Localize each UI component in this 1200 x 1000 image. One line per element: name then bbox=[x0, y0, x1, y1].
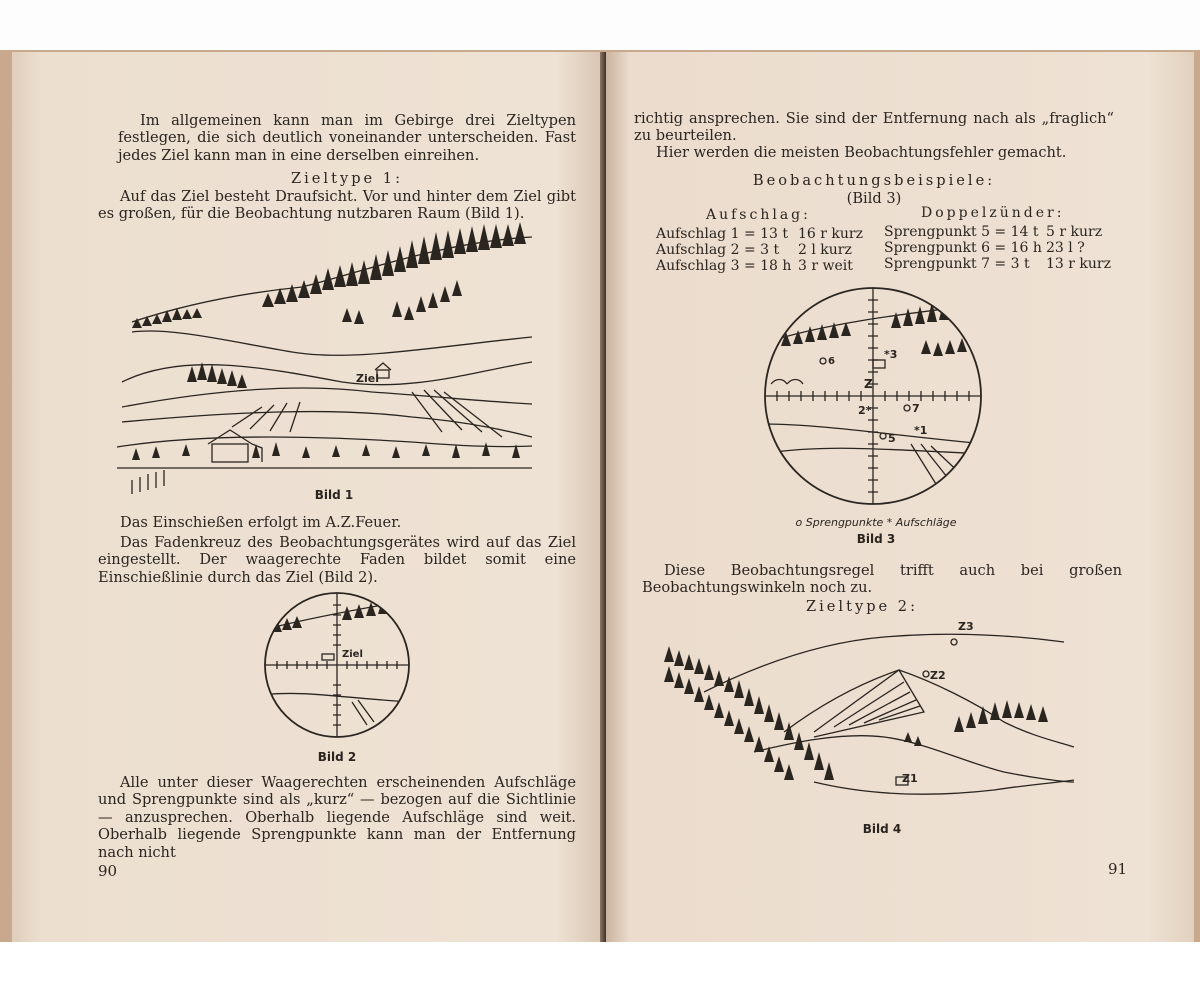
left-page-number: 90 bbox=[98, 862, 118, 880]
figure-4-label-z3: Z3 bbox=[958, 620, 974, 633]
figure-3-mark-5: 5 bbox=[888, 432, 896, 445]
right-page bbox=[606, 52, 1194, 942]
sprengpunkt-row-label: Sprengpunkt 5 = 14 t bbox=[884, 224, 1039, 240]
figure-3-mark-1: *1 bbox=[914, 424, 928, 437]
fehler-text: Hier werden die meisten Beobachtungsfehler gemacht. bbox=[656, 144, 1067, 161]
zieltype-1-paragraph bbox=[98, 188, 576, 223]
figure-2-reticle-drawing bbox=[262, 590, 412, 740]
einschiessen-paragraph bbox=[98, 514, 576, 531]
aufschlaege-paragraph bbox=[98, 774, 576, 861]
scan-background-top bbox=[0, 0, 1200, 50]
zieltype-1-text: Auf das Ziel besteht Draufsicht. Vor und hinter dem Ziel gibt es großen, für die Beobachtung nutzbaren Raum (Bild 1). bbox=[98, 188, 576, 223]
figure-3-mark-7: 7 bbox=[912, 402, 920, 415]
regel-paragraph bbox=[642, 562, 1122, 597]
sprengpunkt-row-result: 23 l ? bbox=[1046, 240, 1085, 256]
aufschlag-row-result: 3 r weit bbox=[798, 258, 853, 274]
figure-2-ziel-label: Ziel bbox=[342, 649, 363, 660]
left-intro-paragraph bbox=[118, 112, 576, 164]
scan-background-bottom bbox=[0, 942, 1200, 1000]
figure-4-label-z1: Z1 bbox=[902, 772, 918, 785]
continuation-text: richtig ansprechen. Sie sind der Entfernung nach als „fraglich“ zu beurteilen. bbox=[634, 110, 1114, 145]
figure-3-mark-3: *3 bbox=[884, 348, 898, 361]
aufschlag-row-result: 2 l kurz bbox=[798, 242, 852, 258]
figure-1-landscape-drawing bbox=[112, 232, 532, 477]
sprengpunkt-row-label: Sprengpunkt 7 = 3 t bbox=[884, 256, 1030, 272]
sprengpunkt-row-result: 5 r kurz bbox=[1046, 224, 1103, 240]
figure-4-label-z2: Z2 bbox=[930, 669, 946, 682]
aufschlag-row-label: Aufschlag 3 = 18 h bbox=[656, 258, 792, 274]
aufschlag-column-heading: Aufschlag: bbox=[706, 207, 811, 223]
figure-3-reticle-drawing bbox=[761, 284, 985, 508]
continuation-paragraph bbox=[634, 110, 1114, 145]
figure-3-mark-2: 2* bbox=[858, 404, 872, 417]
figure-4-mountain-drawing bbox=[664, 622, 1084, 802]
figure-1-ziel-label: Ziel bbox=[356, 372, 379, 385]
right-page-number: 91 bbox=[1108, 860, 1128, 878]
left-page bbox=[12, 52, 604, 942]
doppelzuender-column-heading: Doppelzünder: bbox=[921, 205, 1065, 221]
heading-beobachtungsbeispiele: Beobachtungsbeispiele: bbox=[752, 172, 996, 189]
aufschlag-row-label: Aufschlag 1 = 13 t bbox=[656, 226, 789, 242]
fadenkreuz-paragraph bbox=[98, 534, 576, 586]
regel-text: Diese Beobachtungsregel trifft auch bei großen Beobachtungswinkeln noch zu. bbox=[642, 562, 1122, 597]
aufschlag-row-result: 16 r kurz bbox=[798, 226, 863, 242]
figure-3-caption: Bild 3 bbox=[856, 532, 896, 546]
fadenkreuz-text: Das Fadenkreuz des Beobachtungsgerätes wird auf das Ziel eingestellt. Der waagerechte Faden bildet somit eine Einschießlinie durch das Ziel (Bild 2). bbox=[98, 534, 576, 586]
heading-zieltype-2: Zieltype 2: bbox=[805, 598, 919, 615]
figure-4-caption: Bild 4 bbox=[862, 822, 902, 836]
subheading-bild-3: (Bild 3) bbox=[846, 190, 902, 207]
figure-1-caption: Bild 1 bbox=[314, 488, 354, 502]
figure-3-mark-z: Z bbox=[864, 377, 873, 391]
figure-3-mark-6: 6 bbox=[828, 356, 835, 367]
heading-zieltype-1: Zieltype 1: bbox=[290, 170, 404, 187]
figure-3-legend: o Sprengpunkte * Aufschläge bbox=[795, 516, 957, 529]
fehler-paragraph bbox=[634, 144, 1114, 161]
intro-text: Im allgemeinen kann man im Gebirge drei Zieltypen festlegen, die sich deutlich voneinander unterscheiden. Fast jedes Ziel kann man in eine derselben einreihen. bbox=[118, 112, 576, 164]
einschiessen-text: Das Einschießen erfolgt im A.Z.Feuer. bbox=[120, 514, 402, 531]
sprengpunkt-row-result: 13 r kurz bbox=[1046, 256, 1111, 272]
aufschlaege-text: Alle unter dieser Waagerechten erscheinenden Aufschläge und Sprengpunkte sind als „kurz“ — bezogen auf die Sichtlinie — anzusprechen. Oberhalb liegende Aufschläge sind weit. Oberhalb liegende Sprengpunkte kann man der Entfernung nach nicht bbox=[98, 774, 576, 861]
sprengpunkt-row-label: Sprengpunkt 6 = 16 h bbox=[884, 240, 1042, 256]
aufschlag-row-label: Aufschlag 2 = 3 t bbox=[656, 242, 780, 258]
figure-2-caption: Bild 2 bbox=[317, 750, 357, 764]
